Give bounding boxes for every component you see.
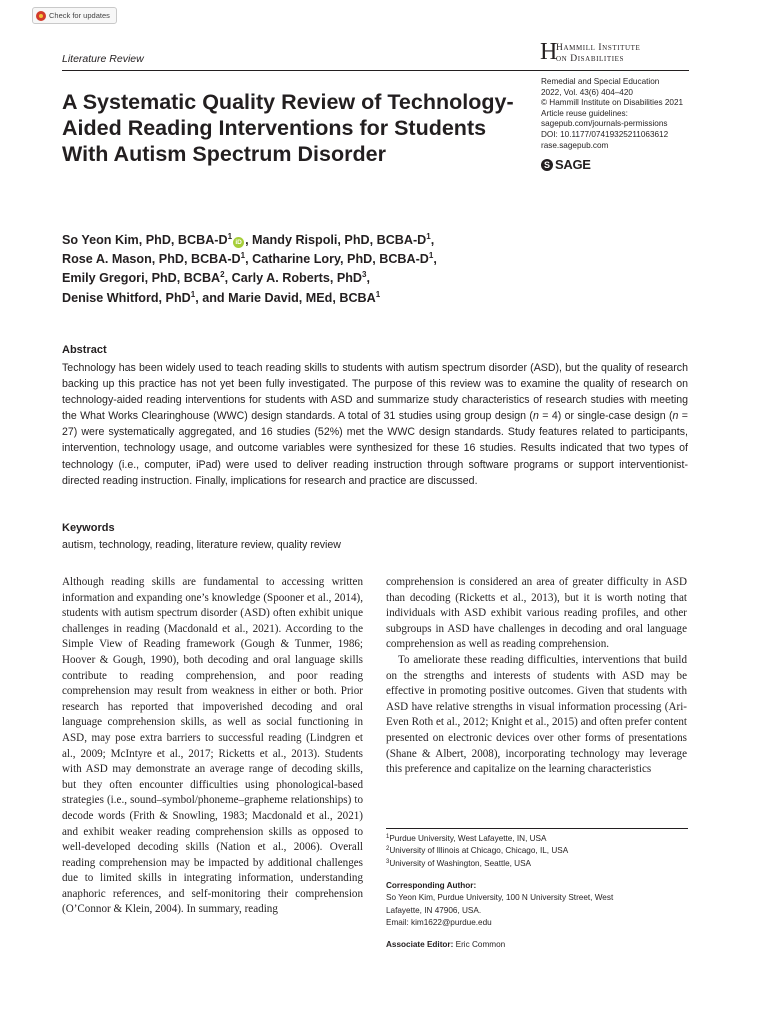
doi-link[interactable]: DOI: 10.1177/07419325211063612: [541, 129, 669, 139]
abstract-variable: n: [672, 410, 679, 423]
affiliation-marker: 1: [190, 289, 196, 299]
corresponding-author-label: Corresponding Author:: [386, 881, 477, 890]
author-separator: ,: [366, 271, 370, 286]
journal-name: Remedial and Special Education: [541, 77, 660, 86]
affiliation-marker: 1: [428, 251, 434, 261]
author-name: Emily Gregori, PhD, BCBA: [62, 271, 221, 286]
affiliation-item: [386, 833, 688, 845]
corresponding-line: So Yeon Kim, Purdue University, 100 N University Street, West: [386, 893, 614, 903]
affiliation-text: University of Washington, Seattle, USA: [389, 858, 532, 868]
affiliation-number: 2: [386, 846, 390, 853]
affiliation-text: Purdue University, West Lafayette, IN, USA: [389, 834, 547, 843]
body-paragraph: To ameliorate these reading difficulties, interventions that build on the strengths and interests of students with ASD may be effective in promoting positive outcomes. Given that students with ASD have relative strengths in visual information processing (Ari-Even Roth et al., 2012; Knight et al., 2015) and often prefer content presented on electronic devices over other forms of presentations (Shane & Albert, 2008), incorporating technology may leverage this preference and capitalize on the learning characteristics: [386, 653, 687, 776]
check-for-updates-button[interactable]: [32, 7, 117, 24]
logo-mark: H: [540, 39, 558, 65]
author-name: Rose A. Mason, PhD, BCBA-D: [62, 252, 241, 267]
abstract-heading: Abstract: [62, 344, 107, 356]
affiliation-item: [386, 858, 688, 870]
reuse-guidelines-label: Article reuse guidelines:: [541, 108, 628, 118]
publisher-logo: [540, 40, 690, 68]
author-separator: ,: [224, 271, 229, 286]
sage-wordmark: SAGE: [555, 157, 591, 172]
abstract-part: = 4) or single-case design (: [538, 410, 673, 423]
affiliation-text: University of Illinois at Chicago, Chicago, IL, USA: [389, 846, 569, 856]
associate-editor: [386, 940, 688, 949]
logo-line-1: Hammill Institute: [556, 43, 641, 53]
author-separator: ,: [433, 252, 437, 267]
abstract-part: = 27) were systematically aggregated, and 16 studies (52%) met the WWC design standards. Study features related to participants, intervention, technology usage, and outcome variables were synthesized for these 16 studies. Results indicated that two types of technology (i.e., computer, iPad) were used to deliver reading instruction through software programs or support interventionist-directed reading instruction. Finally, implications for research and practice are discussed.: [62, 410, 688, 487]
author-name: Catharine Lory, PhD, BCBA-D: [248, 252, 429, 267]
journal-info: [541, 77, 701, 151]
abstract-variable: n: [532, 410, 539, 423]
affiliation-number: 1: [386, 834, 390, 840]
permissions-link[interactable]: sagepub.com/journals-permissions: [541, 119, 668, 129]
author-name: So Yeon Kim, PhD, BCBA-D: [62, 233, 228, 247]
associate-editor-label: Associate Editor:: [386, 940, 454, 949]
affiliation-marker: 2: [220, 270, 225, 280]
affiliation-marker: 1: [240, 251, 246, 261]
body-paragraph: comprehension is considered an area of greater difficulty in ASD than decoding (Ricketts et al., 2013), but it is worth noting that individuals with ASD exhibit various reading profiles, and other subgroups in ASD have challenges in decoding and oral language comprehension as well as reading comprehension.: [386, 576, 687, 651]
check-for-updates-label: Check for updates: [49, 11, 110, 20]
journal-site-link[interactable]: rase.sagepub.com: [541, 140, 609, 150]
journal-copyright: © Hammill Institute on Disabilities 2021: [541, 98, 684, 108]
corresponding-line: Lafayette, IN 47906, USA.: [386, 905, 482, 915]
footnote-divider: [386, 828, 688, 829]
body-column-right: [386, 575, 687, 778]
keywords-heading: Keywords: [62, 522, 115, 534]
abstract-part: Technology has been widely used to teach reading skills to students with autism spectrum disorder (ASD), but the quality of research backing up this practice has not yet been fully investigated. The purpose of this review was to examine the quality of research on technology-aided reading interventions for students with ASD and summarize study characteristics of research studies with meeting the What Works Clearinghouse (WWC) design standards. A total of 31 studies using group design (: [62, 362, 688, 423]
body-paragraph: Although reading skills are fundamental to accessing written information and expanding one’s knowledge (Spooner et al., 2014), students with autism spectrum disorder (ASD) often exhibit unique challenges in reading (Macdonald et al., 2021). According to the Simple View of Reading framework (Gough & Tunmer, 1986; Hoover & Gough, 1990), both decoding and oral language skills contribute to reading comprehension, and poor reading comprehension may result from weakness in either or both. Prior research has reported that impoverished decoding and oral language comprehension skills, as well as social functioning in ASD, may pose extra barriers to successful reading (Lindgren et al., 2009; McIntyre et al., 2017; Ricketts et al., 2013). Students with ASD may demonstrate an average range of decoding skills, but they often encounter difficulties using phonological-based strategies (i.e., sound–symbol/phoneme–grapheme relationships) to decode words (Frith & Snowling, 1983; Macdonald et al., 2021) and exhibit weaker reading comprehension skills as opposed to well-developed decoding skills (Nation et al., 2006). Overall reading comprehension may be impacted by additional challenges due to limited skills in integrating information, understanding anaphoric references, and self-monitoring their comprehension (O’Connor & Klein, 2004). In summary, reading: [62, 576, 363, 916]
author-separator: ,: [245, 252, 249, 267]
corresponding-email[interactable]: Email: kim1622@purdue.edu: [386, 918, 492, 928]
affiliation-marker: 1: [426, 232, 431, 241]
author-name: , Mandy Rispoli, PhD, BCBA-D: [245, 233, 427, 247]
affiliation-marker: 3: [362, 270, 367, 280]
sage-icon: S: [541, 159, 553, 171]
header-divider: [62, 70, 689, 71]
body-column-left: [62, 575, 363, 918]
affiliation-marker: 1: [375, 289, 381, 299]
author-list: [62, 231, 582, 308]
author-name: Carly A. Roberts, PhD: [228, 271, 363, 286]
journal-volume: 2022, Vol. 43(6) 404–420: [541, 87, 633, 97]
keywords-text: autism, technology, reading, literature review, quality review: [62, 539, 341, 551]
section-label: Literature Review: [62, 53, 144, 65]
author-name: Denise Whitford, PhD: [62, 290, 191, 305]
associate-editor-name: Eric Common: [453, 940, 506, 949]
sage-logo: [541, 157, 591, 172]
affiliation-marker: 1: [227, 232, 233, 241]
affiliation-item: [386, 845, 688, 857]
corresponding-author: [386, 880, 688, 930]
abstract-text: [62, 360, 688, 489]
crossmark-icon: [36, 11, 46, 21]
author-separator: ,: [430, 233, 435, 247]
author-separator: , and: [195, 290, 225, 305]
article-title: A Systematic Quality Review of Technology-Aided Reading Interventions for Students With Autism Spectrum Disorder: [62, 90, 514, 166]
orcid-icon[interactable]: iD: [233, 237, 244, 248]
logo-line-2: on Disabilities: [556, 54, 625, 64]
affiliation-number: 3: [386, 858, 390, 865]
affiliations: [386, 833, 688, 870]
author-name: Marie David, MEd, BCBA: [224, 290, 376, 305]
